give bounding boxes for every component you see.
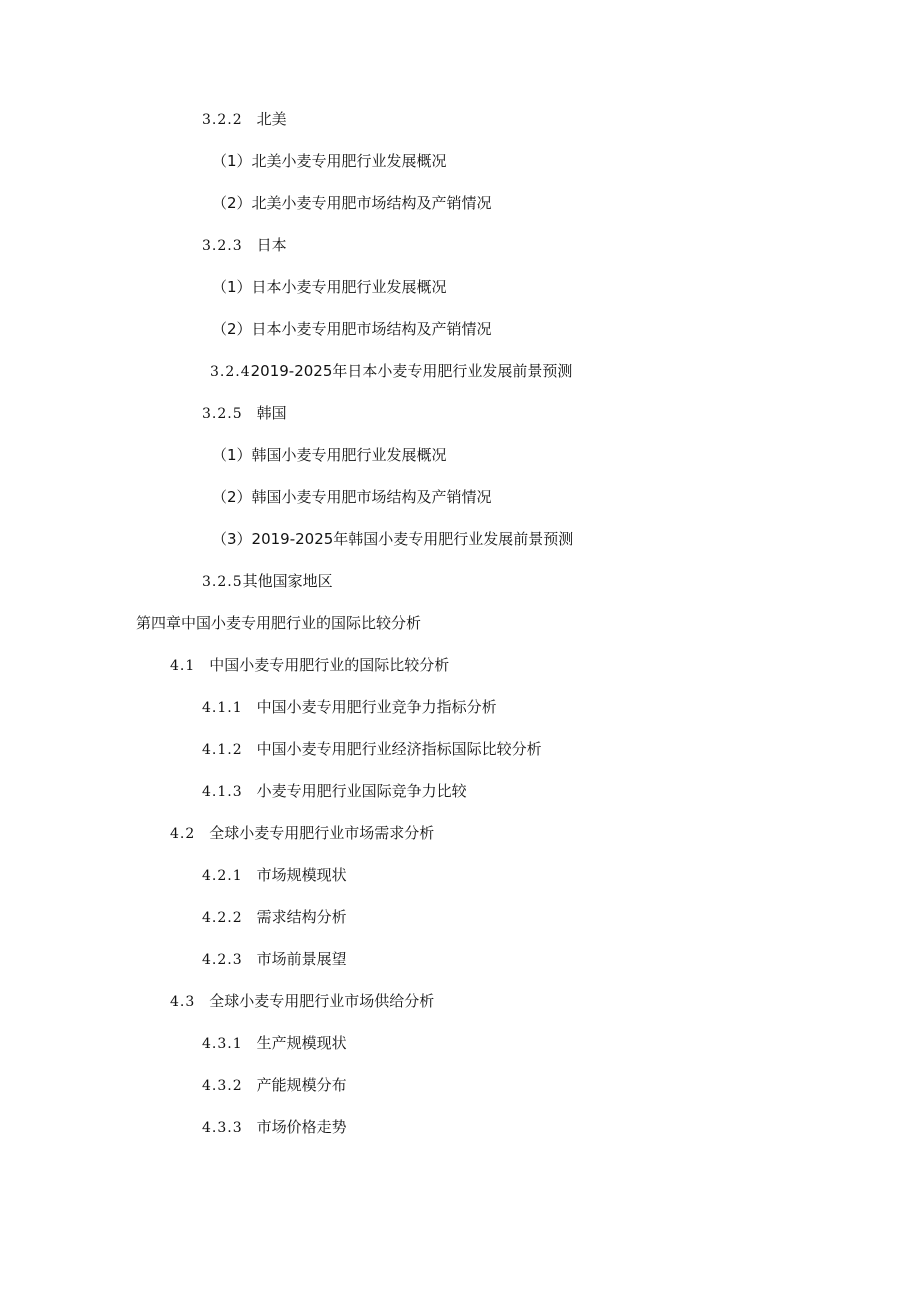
toc-title: 2019-2025年日本小麦专用肥行业发展前景预测 (250, 362, 573, 380)
toc-title: 中国小麦专用肥行业的国际比较分析 (209, 656, 450, 674)
toc-entry (212, 445, 447, 465)
toc-title: 韩国 (256, 404, 287, 422)
toc-entry (210, 361, 572, 381)
toc-entry (202, 1075, 347, 1095)
toc-entry (202, 235, 287, 255)
toc-number: 3.2.2 (202, 112, 243, 128)
toc-title: 第四章中国小麦专用肥行业的国际比较分析 (136, 614, 422, 632)
toc-entry (212, 319, 492, 339)
toc-title: 小麦专用肥行业国际竞争力比较 (256, 782, 467, 800)
toc-title: 市场规模现状 (256, 866, 347, 884)
toc-title: （1）北美小麦专用肥行业发展概况 (212, 152, 447, 170)
toc-title: 中国小麦专用肥行业竞争力指标分析 (256, 698, 497, 716)
toc-title: 生产规模现状 (256, 1034, 347, 1052)
toc-entry (202, 109, 287, 129)
toc-title: 市场价格走势 (256, 1118, 347, 1136)
toc-title: （1）日本小麦专用肥行业发展概况 (212, 278, 447, 296)
toc-number: 4.3.2 (202, 1078, 243, 1094)
toc-title: 市场前景展望 (256, 950, 347, 968)
toc-title: （3）2019-2025年韩国小麦专用肥行业发展前景预测 (212, 530, 574, 548)
toc-number: 3.2.4 (210, 364, 251, 380)
toc-entry (202, 907, 347, 927)
toc-number: 3.2.3 (202, 238, 243, 254)
toc-entry (202, 781, 467, 801)
toc-entry (202, 949, 347, 969)
toc-title: 日本 (256, 236, 287, 254)
toc-entry (170, 655, 449, 675)
toc-number: 4.2 (170, 826, 196, 842)
toc-number: 4.3 (170, 994, 196, 1010)
toc-title: 产能规模分布 (256, 1076, 347, 1094)
toc-entry (202, 403, 287, 423)
toc-title: 全球小麦专用肥行业市场需求分析 (209, 824, 435, 842)
toc-entry (212, 529, 573, 549)
toc-entry (212, 193, 492, 213)
toc-entry (202, 739, 542, 759)
toc-entry (170, 991, 434, 1011)
toc-entry (212, 487, 492, 507)
toc-title: 需求结构分析 (256, 908, 347, 926)
toc-entry (202, 1117, 347, 1137)
chapter-heading (136, 613, 421, 633)
toc-title: （1）韩国小麦专用肥行业发展概况 (212, 446, 447, 464)
toc-number: 4.3.3 (202, 1120, 243, 1136)
toc-entry (202, 865, 347, 885)
toc-number: 3.2.5 (202, 574, 243, 590)
toc-title: （2）日本小麦专用肥市场结构及产销情况 (212, 320, 492, 338)
toc-entry (212, 277, 447, 297)
toc-number: 4.1.2 (202, 742, 243, 758)
toc-number: 4.1 (170, 658, 196, 674)
toc-title: 北美 (256, 110, 287, 128)
toc-entry (202, 697, 497, 717)
toc-number: 4.3.1 (202, 1036, 243, 1052)
toc-entry (202, 571, 333, 591)
toc-number: 4.2.2 (202, 910, 243, 926)
toc-number: 4.2.1 (202, 868, 243, 884)
toc-entry (170, 823, 434, 843)
toc-title: （2）韩国小麦专用肥市场结构及产销情况 (212, 488, 492, 506)
toc-entry (202, 1033, 347, 1053)
toc-number: 4.1.3 (202, 784, 243, 800)
toc-title: 中国小麦专用肥行业经济指标国际比较分析 (256, 740, 542, 758)
toc-number: 4.2.3 (202, 952, 243, 968)
toc-title: 全球小麦专用肥行业市场供给分析 (209, 992, 435, 1010)
toc-number: 4.1.1 (202, 700, 243, 716)
toc-entry (212, 151, 447, 171)
toc-title: （2）北美小麦专用肥市场结构及产销情况 (212, 194, 492, 212)
toc-title: 其他国家地区 (242, 572, 333, 590)
toc-number: 3.2.5 (202, 406, 243, 422)
